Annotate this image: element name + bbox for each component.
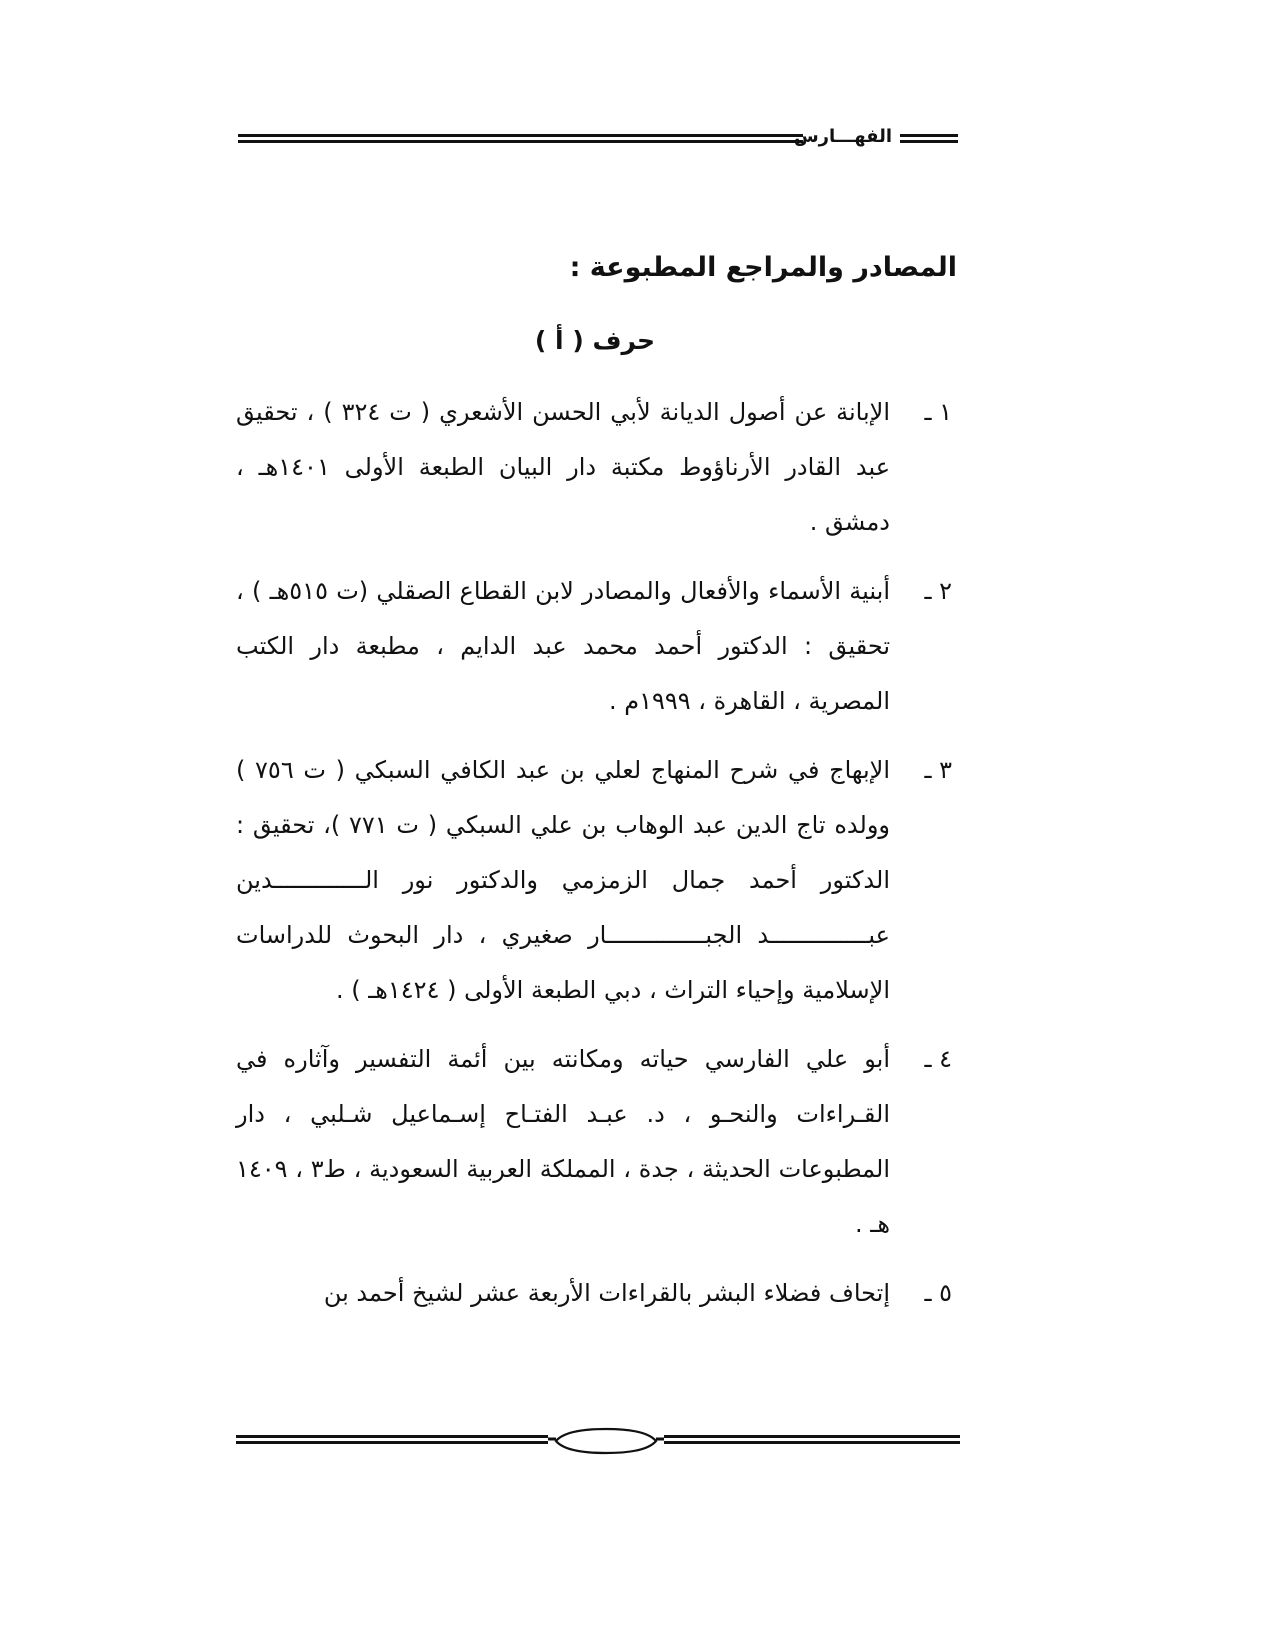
list-item [236, 564, 952, 729]
page-header [238, 128, 958, 152]
header-rule-right [900, 134, 958, 146]
entry-number: ٥ ـ [924, 1279, 952, 1307]
entry-number: ٢ ـ [924, 577, 952, 605]
page-number-ornament [548, 1425, 664, 1457]
entry-number: ٤ ـ [924, 1045, 952, 1073]
section-title: المصادر والمراجع المطبوعة : [569, 252, 957, 283]
entry-number: ٣ ـ [924, 756, 952, 784]
entry-text: الإبهاج في شرح المنهاج لعلي بن عبد الكافي السبكي ( ت ٧٥٦ ) وولده تاج الدين عبد الوهاب بن علي السبكي ( ت ٧٧١ )، تحقيق : الدكتور أحمد جمال الزمزمي والدكتور نور الـــــــــــــدين عبــــــــــــــد الجبــــــــــــــار صغيري ، دار البحوث للدراسات الإسلامية وإحياء التراث ، دبي الطبعة الأولى ( ١٤٢٤هـ ) . [236, 756, 890, 1004]
list-item [236, 385, 952, 550]
footer-rule-left [236, 1435, 548, 1447]
header-title: الفهـــارس [793, 126, 892, 147]
entry-number: ١ ـ [924, 398, 952, 426]
footer-rule-right [664, 1435, 960, 1447]
list-item [236, 1032, 952, 1252]
entry-text: أبنية الأسماء والأفعال والمصادر لابن القطاع الصقلي (ت ٥١٥هـ ) ، تحقيق : الدكتور أحمد محمد عبد الدايم ، مطبعة دار الكتب المصرية ، القاهرة ، ١٩٩٩م . [236, 577, 890, 715]
list-item [236, 743, 952, 1018]
entry-text: الإبانة عن أصول الديانة لأبي الحسن الأشعري ( ت ٣٢٤ ) ، تحقيق عبد القادر الأرناؤوط مكتبة دار البيان الطبعة الأولى ١٤٠١هـ ، دمشق . [236, 398, 891, 536]
letter-heading: حرف ( أ ) [534, 326, 656, 355]
bibliography-list [236, 385, 952, 1335]
entry-text: إتحاف فضلاء البشر بالقراءات الأربعة عشر لشيخ أحمد بن [323, 1279, 890, 1307]
header-rule-left [238, 134, 803, 146]
list-item [236, 1266, 952, 1321]
page-footer [236, 1425, 960, 1457]
entry-text: أبو علي الفارسي حياته ومكانته بين أئمة التفسير وآثاره في القـراءات والنحـو ، د. عبـد الفتـاح إسـماعيل شـلبي ، دار المطبوعات الحديثة ، جدة ، المملكة العربية السعودية ، ط٣ ، ١٤٠٩ هـ . [236, 1045, 890, 1238]
